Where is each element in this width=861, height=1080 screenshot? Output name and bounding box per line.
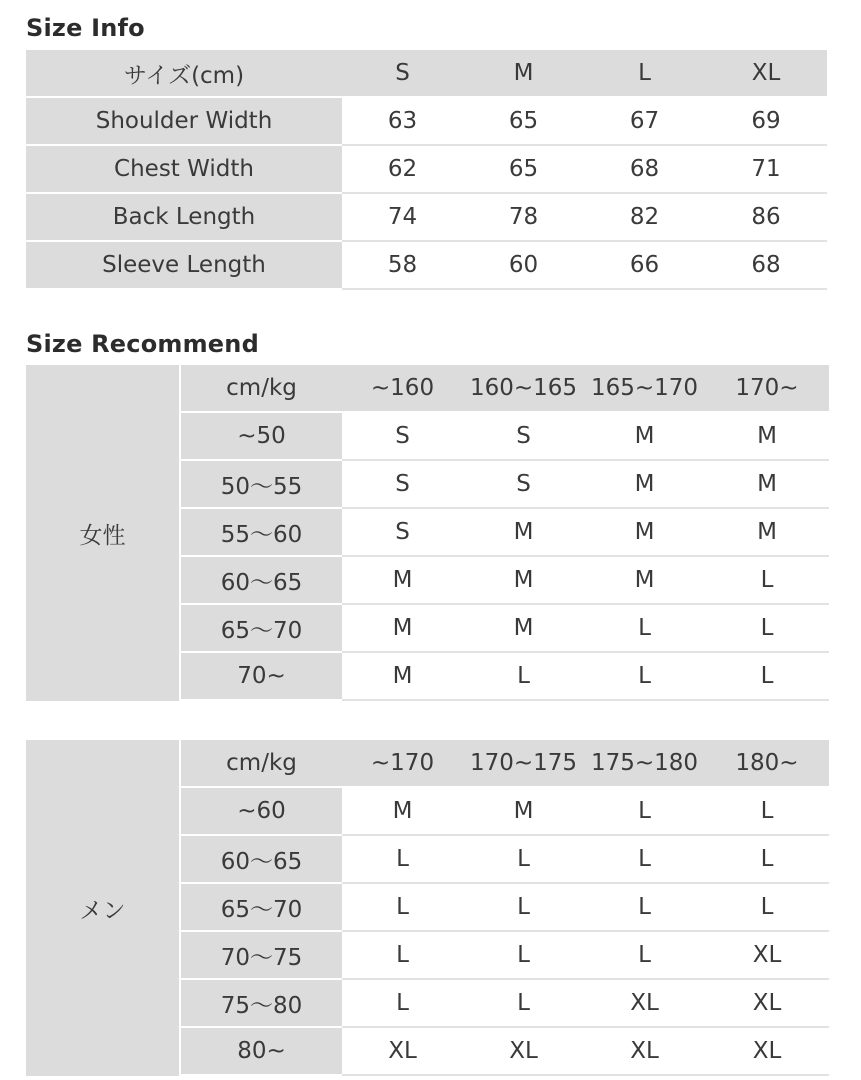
table-cell: 82	[584, 194, 705, 242]
table-row	[181, 980, 829, 1028]
table-cell: XL	[584, 1028, 705, 1076]
row-label: ~50	[181, 413, 342, 461]
row-label: 60〜65	[181, 836, 342, 884]
table-cell: 71	[705, 146, 827, 194]
table-cell: M	[705, 509, 829, 557]
header-cell: ~170	[342, 740, 463, 788]
table-cell: L	[342, 932, 463, 980]
table-cell: XL	[463, 1028, 584, 1076]
table-cell: L	[463, 836, 584, 884]
header-cell: 175~180	[584, 740, 705, 788]
table-cell: S	[342, 509, 463, 557]
size-info-heading: Size Info	[26, 14, 145, 42]
table-cell: XL	[705, 932, 829, 980]
row-label: 75〜80	[181, 980, 342, 1028]
header-cell: 170~	[705, 365, 829, 413]
women-recommend-table	[26, 365, 829, 701]
table-cell: 69	[705, 98, 827, 146]
row-label: Sleeve Length	[26, 242, 342, 290]
table-cell: L	[584, 932, 705, 980]
table-cell: XL	[584, 980, 705, 1028]
size-info-header-label: サイズ(cm)	[26, 50, 342, 98]
table-cell: 68	[705, 242, 827, 290]
table-cell: M	[463, 509, 584, 557]
table-row	[181, 932, 829, 980]
table-row	[181, 653, 829, 701]
header-cell: 165~170	[584, 365, 705, 413]
table-cell: L	[705, 788, 829, 836]
table-cell: L	[705, 557, 829, 605]
table-cell: M	[584, 461, 705, 509]
table-cell: L	[342, 980, 463, 1028]
men-group-label: メン	[26, 740, 181, 1076]
table-cell: L	[463, 932, 584, 980]
table-cell: M	[584, 557, 705, 605]
women-group-label: 女性	[26, 365, 181, 701]
table-row	[181, 836, 829, 884]
table-row	[26, 98, 827, 146]
table-cell: XL	[705, 1028, 829, 1076]
row-label: 55〜60	[181, 509, 342, 557]
table-cell: L	[584, 788, 705, 836]
table-cell: 65	[463, 146, 584, 194]
table-cell: M	[705, 461, 829, 509]
table-cell: M	[342, 605, 463, 653]
table-cell: 66	[584, 242, 705, 290]
table-cell: 74	[342, 194, 463, 242]
women-header-row	[181, 365, 829, 413]
table-row	[26, 242, 827, 290]
table-row	[181, 1028, 829, 1076]
row-label: Shoulder Width	[26, 98, 342, 146]
men-header-row	[181, 740, 829, 788]
table-row	[181, 884, 829, 932]
table-row	[181, 605, 829, 653]
table-row	[26, 194, 827, 242]
table-cell: M	[463, 788, 584, 836]
table-cell: 65	[463, 98, 584, 146]
row-label: 70〜75	[181, 932, 342, 980]
table-cell: L	[463, 980, 584, 1028]
header-cell: 180~	[705, 740, 829, 788]
header-cell: 160~165	[463, 365, 584, 413]
size-info-header-l: L	[584, 50, 705, 98]
table-cell: 86	[705, 194, 827, 242]
header-cell: cm/kg	[181, 365, 342, 413]
table-cell: XL	[705, 980, 829, 1028]
table-cell: 60	[463, 242, 584, 290]
row-label: 80~	[181, 1028, 342, 1076]
table-cell: M	[584, 413, 705, 461]
table-cell: L	[705, 605, 829, 653]
table-cell: L	[463, 884, 584, 932]
table-cell: 58	[342, 242, 463, 290]
row-label: 65〜70	[181, 884, 342, 932]
row-label: Back Length	[26, 194, 342, 242]
table-cell: L	[584, 836, 705, 884]
row-label: Chest Width	[26, 146, 342, 194]
table-cell: 78	[463, 194, 584, 242]
table-row	[181, 413, 829, 461]
table-cell: L	[584, 653, 705, 701]
size-info-table	[26, 50, 827, 290]
row-label: ~60	[181, 788, 342, 836]
header-cell: 170~175	[463, 740, 584, 788]
row-label: 50〜55	[181, 461, 342, 509]
table-cell: 67	[584, 98, 705, 146]
row-label: 60〜65	[181, 557, 342, 605]
table-cell: M	[342, 557, 463, 605]
header-cell: cm/kg	[181, 740, 342, 788]
table-cell: L	[705, 836, 829, 884]
table-cell: S	[463, 461, 584, 509]
size-info-header-row	[26, 50, 827, 98]
table-cell: S	[342, 413, 463, 461]
table-cell: M	[463, 557, 584, 605]
table-cell: S	[342, 461, 463, 509]
table-cell: M	[342, 653, 463, 701]
table-cell: 68	[584, 146, 705, 194]
table-row	[181, 557, 829, 605]
table-cell: L	[705, 653, 829, 701]
table-cell: L	[342, 884, 463, 932]
table-cell: L	[584, 884, 705, 932]
table-cell: L	[463, 653, 584, 701]
table-cell: 63	[342, 98, 463, 146]
table-cell: M	[342, 788, 463, 836]
table-row	[181, 788, 829, 836]
table-cell: S	[463, 413, 584, 461]
table-cell: L	[342, 836, 463, 884]
table-cell: L	[584, 605, 705, 653]
row-label: 70~	[181, 653, 342, 701]
men-recommend-table	[26, 740, 829, 1076]
table-cell: M	[463, 605, 584, 653]
size-info-header-m: M	[463, 50, 584, 98]
table-row	[26, 146, 827, 194]
table-cell: 62	[342, 146, 463, 194]
table-cell: M	[584, 509, 705, 557]
table-cell: L	[705, 884, 829, 932]
size-info-header-xl: XL	[705, 50, 827, 98]
table-cell: XL	[342, 1028, 463, 1076]
row-label: 65〜70	[181, 605, 342, 653]
table-row	[181, 461, 829, 509]
table-cell: M	[705, 413, 829, 461]
size-recommend-heading: Size Recommend	[26, 330, 259, 358]
header-cell: ~160	[342, 365, 463, 413]
size-info-header-s: S	[342, 50, 463, 98]
table-row	[181, 509, 829, 557]
